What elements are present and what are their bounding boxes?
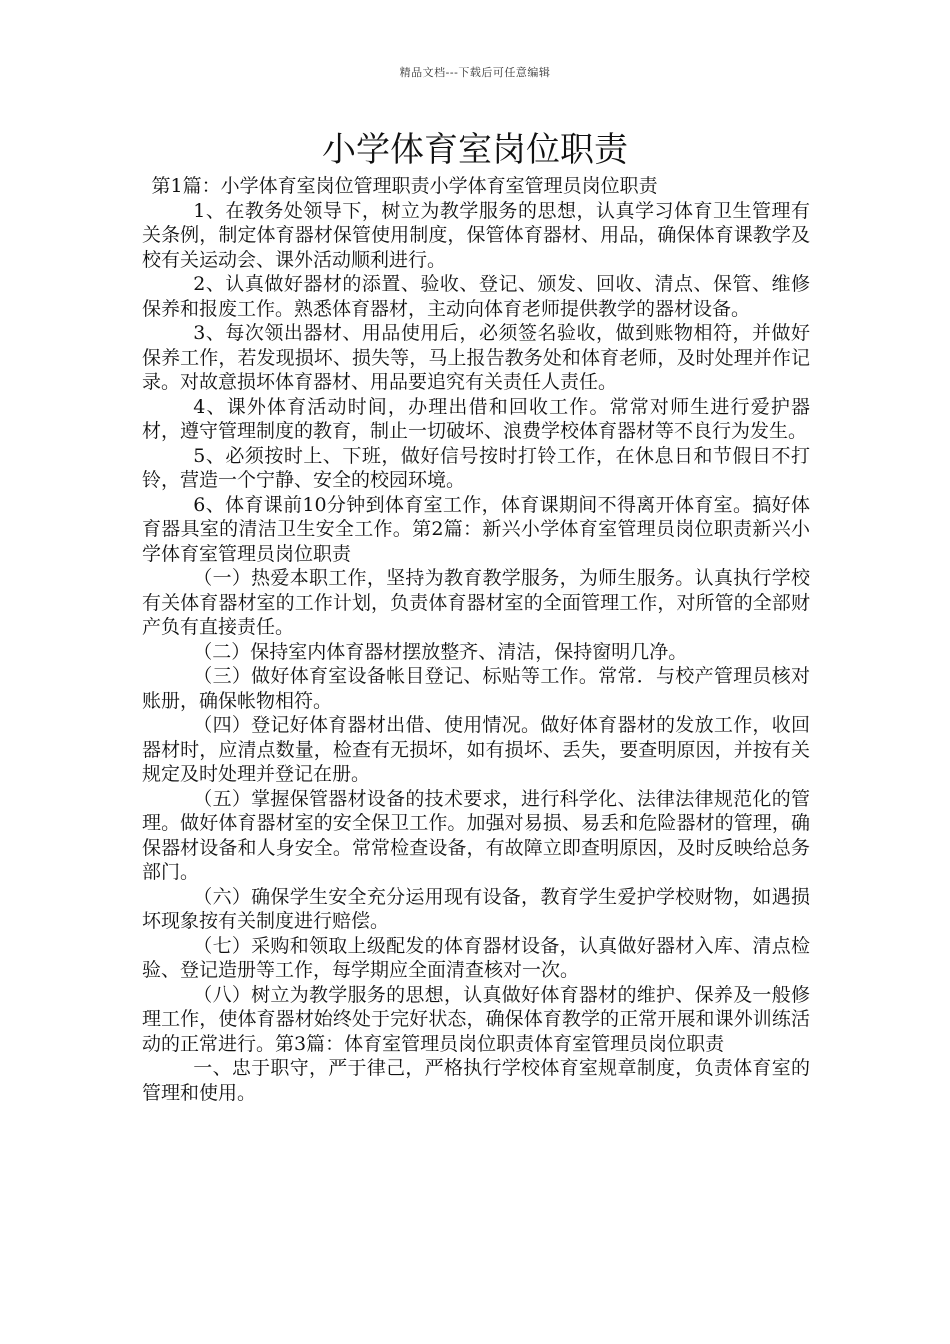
paragraph: 一、忠于职守，严于律己，严格执行学校体育室规章制度，负责体育室的管理和使用。: [142, 1057, 810, 1104]
document-body: [142, 174, 810, 1105]
paragraph: （二）保持室内体育器材摆放整齐、清洁，保持窗明几净。: [193, 640, 688, 663]
paragraph: （四）登记好体育器材出借、使用情况。做好体育器材的发放工作，收回器材时，应清点数量，检查有无损坏，如有损坏、丢失，要查明原因，并按有关规定及时处理并登记在册。: [142, 714, 810, 785]
paragraph: （七）采购和领取上级配发的体育器材设备，认真做好器材入库、清点检验、登记造册等工作，每学期应全面清查核对一次。: [142, 934, 810, 981]
paragraph: （六）确保学生安全充分运用现有设备，教育学生爱护学校财物，如遇损坏现象按有关制度进行赔偿。: [142, 885, 810, 932]
paragraph: 1、在教务处领导下，树立为教学服务的思想，认真学习体育卫生管理有关条例，制定体育器材保管使用制度，保管体育器材、用品，确保体育课教学及校有关运动会、课外活动顺利进行。: [142, 199, 810, 271]
paragraph: 3、每次领出器材、用品使用后，必须签名验收，做到账物相符，并做好保养工作，若发现损坏、损失等，马上报告教务处和体育老师，及时处理并作记录。对故意损坏体育器材、用品要追究有关责任人责任。: [142, 322, 810, 393]
paragraph: （八）树立为教学服务的思想，认真做好体育器材的维护、保养及一般修理工作，使体育器材始终处于完好状态，确保体育教学的正常开展和课外训练活动的正常进行。第3篇：体育室管理员岗位职责体育室管理员岗位职责: [142, 983, 810, 1055]
paragraph: （一）热爱本职工作，坚持为教育教学服务，为师生服务。认真执行学校有关体育器材室的工作计划，负责体育器材室的全面管理工作，对所管的全部财产负有直接责任。: [142, 567, 810, 638]
document-title: 小学体育室岗位职责: [322, 130, 628, 170]
paragraph: 2、认真做好器材的添置、验收、登记、颁发、回收、清点、保管、维修保养和报废工作。熟悉体育器材，主动向体育老师提供教学的器材设备。: [142, 273, 810, 320]
paragraph: （五）掌握保管器材设备的技术要求，进行科学化、法律法律规范化的管理。做好体育器材室的安全保卫工作。加强对易损、易丢和危险器材的管理，确保器材设备和人身安全。常常检查设备，有故障立即查明原因，及时反映给总务部门。: [142, 787, 810, 883]
paragraph: 4、课外体育活动时间，办理出借和回收工作。常常对师生进行爱护器材，遵守管理制度的教育，制止一切破坏、浪费学校体育器材等不良行为发生。: [142, 395, 810, 442]
paragraph: 6、体育课前10分钟到体育室工作，体育课期间不得离开体育室。搞好体育器具室的清洁卫生安全工作。第2篇：新兴小学体育室管理员岗位职责新兴小学体育室管理员岗位职责: [142, 493, 810, 565]
header-note: 精品文档---下载后可任意编辑: [399, 66, 551, 79]
paragraph: （三）做好体育室设备帐目登记、标贴等工作。常常．与校产管理员核对账册，确保帐物相符。: [142, 665, 810, 712]
paragraph: 5、必须按时上、下班，做好信号按时打铃工作，在休息日和节假日不打铃，营造一个宁静、安全的校园环境。: [142, 444, 810, 491]
paragraph: 第1篇：小学体育室岗位管理职责小学体育室管理员岗位职责: [151, 175, 658, 197]
